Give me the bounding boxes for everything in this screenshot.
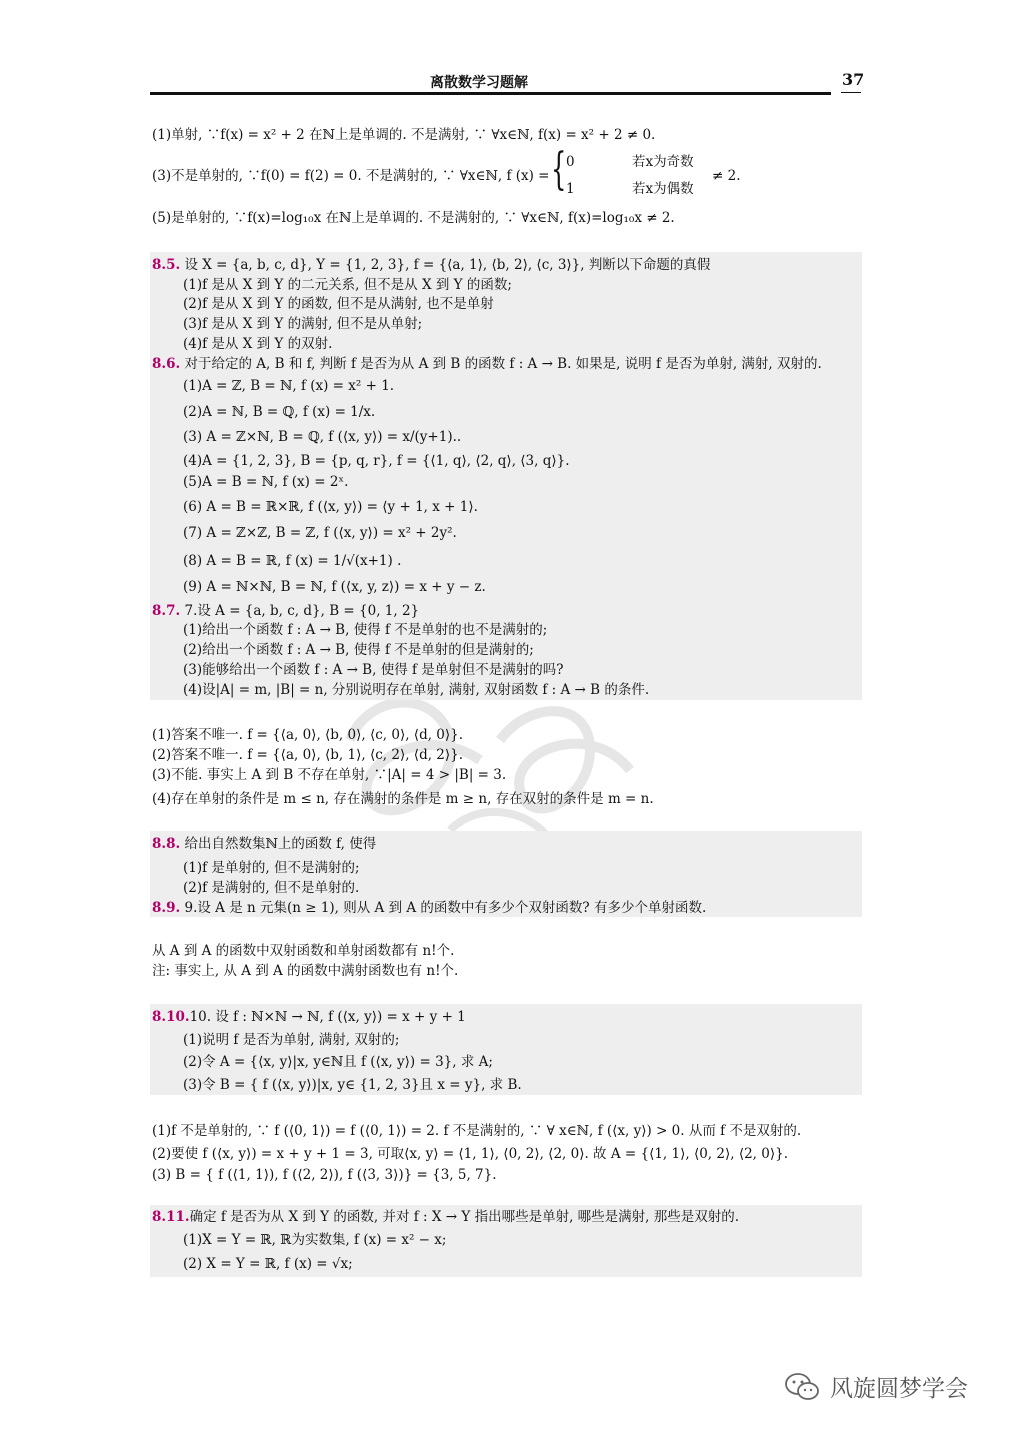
list-item: (2) X = Y = ℝ, f (x) = √x; bbox=[183, 1256, 353, 1272]
answer-line: (3)不能. 事实上 A 到 B 不存在单射, ∵|A| = 4 > |B| = 3. bbox=[152, 767, 507, 783]
exercise-stem: 确定 f 是否为从 X 到 Y 的函数, 并对 f : X → Y 指出哪些是单射, 哪些是满射, 那些是双射的. bbox=[189, 1209, 740, 1225]
exercise-number: 8.7. bbox=[152, 603, 181, 619]
exercise-8-6 bbox=[152, 355, 822, 373]
list-item: (4)A = {1, 2, 3}, B = {p, q, r}, f = {⟨1, q⟩, ⟨2, q⟩, ⟨3, q⟩}. bbox=[183, 453, 570, 469]
list-item: (3) A = ℤ×ℕ, B = ℚ, f (⟨x, y⟩) = x/(y+1).. bbox=[183, 429, 462, 445]
answer-3-case1-value: 0 bbox=[566, 154, 575, 170]
exercise-number: 8.9. bbox=[152, 900, 181, 916]
list-item: (4)设|A| = m, |B| = n, 分别说明存在单射, 满射, 双射函数 f : A → B 的条件. bbox=[183, 682, 650, 698]
list-item: (3)f 是从 X 到 Y 的满射, 但不是从单射; bbox=[183, 316, 423, 332]
list-item: (4)f 是从 X 到 Y 的双射. bbox=[183, 336, 333, 352]
list-item: (3)令 B = { f (⟨x, y⟩)|x, y∈ {1, 2, 3}且 x = y}, 求 B. bbox=[183, 1077, 522, 1093]
answer-line: (2)答案不唯一. f = {⟨a, 0⟩, ⟨b, 1⟩, ⟨c, 2⟩, ⟨d, 2⟩}. bbox=[152, 747, 464, 763]
exercise-stem: 设 X = {a, b, c, d}, Y = {1, 2, 3}, f = {⟨a, 1⟩, ⟨b, 2⟩, ⟨c, 3⟩}, 判断以下命题的真假 bbox=[180, 257, 711, 273]
exercise-stem: 10. 设 f : ℕ×ℕ → ℕ, f (⟨x, y⟩) = x + y + 1 bbox=[189, 1009, 466, 1025]
exercise-number: 8.10. bbox=[152, 1009, 190, 1025]
exercise-8-8 bbox=[152, 835, 376, 853]
answer-line: (1)答案不唯一. f = {⟨a, 0⟩, ⟨b, 0⟩, ⟨c, 0⟩, ⟨d, 0⟩}. bbox=[152, 727, 464, 743]
exercise-8-11 bbox=[152, 1208, 739, 1226]
page-number: 37 bbox=[842, 70, 865, 89]
list-item: (3)能够给出一个函数 f : A → B, 使得 f 是单射但不是满射的吗? bbox=[183, 662, 564, 678]
list-item: (1)f 是单射的, 但不是满射的; bbox=[183, 860, 360, 876]
list-item: (8) A = B = ℝ, f (x) = 1/√(x+1) . bbox=[183, 553, 402, 569]
running-header-title: 离散数学习题解 bbox=[430, 75, 528, 91]
answer-1: (1)单射, ∵f(x) = x² + 2 在ℕ上是单调的. 不是满射, ∵ ∀x∈ℕ, f(x) = x² + 2 ≠ 0. bbox=[152, 127, 656, 143]
exercise-8-9 bbox=[152, 899, 706, 917]
list-item: (5)A = B = ℕ, f (x) = 2ˣ. bbox=[183, 474, 349, 490]
exercise-8-5 bbox=[152, 256, 710, 274]
answer-3-case1-condition: 若x为奇数 bbox=[632, 154, 694, 170]
page-number-underline bbox=[841, 92, 861, 93]
answer-3-case2-value: 1 bbox=[566, 181, 575, 197]
exercise-8-10 bbox=[152, 1008, 466, 1026]
exercise-stem: 9.设 A 是 n 元集(n ≥ 1), 则从 A 到 A 的函数中有多少个双射函数? 有多少个单射函数. bbox=[180, 900, 707, 916]
list-item: (1)X = Y = ℝ, ℝ为实数集, f (x) = x² − x; bbox=[183, 1232, 447, 1248]
answer-line: (1)f 不是单射的, ∵ f (⟨0, 1⟩) = f (⟨0, 1⟩) = 2. f 不是满射的, ∵ ∀ x∈ℕ, f (⟨x, y⟩) > 0. 从而 f 不是双射的. bbox=[152, 1123, 802, 1139]
list-item: (2)f 是满射的, 但不是单射的. bbox=[183, 880, 360, 896]
piecewise-brace: { bbox=[551, 144, 567, 195]
list-item: (2)f 是从 X 到 Y 的函数, 但不是从满射, 也不是单射 bbox=[183, 296, 494, 312]
exercise-number: 8.8. bbox=[152, 836, 181, 852]
answer-3-case2-condition: 若x为偶数 bbox=[632, 181, 694, 197]
answer-3-suffix: ≠ 2. bbox=[712, 168, 741, 184]
exercise-8-7 bbox=[152, 602, 419, 620]
exercise-number: 8.11. bbox=[152, 1209, 190, 1225]
list-item: (1)f 是从 X 到 Y 的二元关系, 但不是从 X 到 Y 的函数; bbox=[183, 277, 512, 293]
list-item: (2)令 A = {⟨x, y⟩|x, y∈ℕ且 f (⟨x, y⟩) = 3}, 求 A; bbox=[183, 1054, 493, 1070]
answer-line: (2)要使 f (⟨x, y⟩) = x + y + 1 = 3, 可取⟨x, y⟩ = ⟨1, 1⟩, ⟨0, 2⟩, ⟨2, 0⟩. 故 A = {⟨1, 1⟩, ⟨0, 2⟩, ⟨2, 0⟩}. bbox=[152, 1146, 789, 1162]
list-item: (2)给出一个函数 f : A → B, 使得 f 不是单射的但是满射的; bbox=[183, 642, 534, 658]
list-item: (7) A = ℤ×ℤ, B = ℤ, f (⟨x, y⟩) = x² + 2y². bbox=[183, 525, 457, 541]
exercise-number: 8.6. bbox=[152, 356, 181, 372]
list-item: (2)A = ℕ, B = ℚ, f (x) = 1/x. bbox=[183, 404, 376, 420]
exercise-stem: 给出自然数集ℕ上的函数 f, 使得 bbox=[180, 836, 377, 852]
wechat-icon bbox=[784, 1372, 820, 1402]
answer-line: 注: 事实上, 从 A 到 A 的函数中满射函数也有 n!个. bbox=[152, 963, 459, 979]
watermark-logo bbox=[330, 680, 650, 850]
brand-name: 风旋圆梦学会 bbox=[830, 1376, 968, 1402]
answer-5: (5)是单射的, ∵f(x)=log₁₀x 在ℕ上是单调的. 不是满射的, ∵ ∀x∈ℕ, f(x)=log₁₀x ≠ 2. bbox=[152, 210, 675, 226]
wechat-brand bbox=[784, 1370, 968, 1403]
answer-line: (4)存在单射的条件是 m ≤ n, 存在满射的条件是 m ≥ n, 存在双射的条件是 m = n. bbox=[152, 791, 654, 807]
answer-3-prefix: (3)不是单射的, ∵f(0) = f(2) = 0. 不是满射的, ∵ ∀x∈ℕ, f (x) = bbox=[152, 168, 550, 184]
answer-line: 从 A 到 A 的函数中双射函数和单射函数都有 n!个. bbox=[152, 943, 455, 959]
answer-line: (3) B = { f (⟨1, 1⟩), f (⟨2, 2⟩), f (⟨3, 3⟩)} = {3, 5, 7}. bbox=[152, 1167, 497, 1183]
list-item: (6) A = B = ℝ×ℝ, f (⟨x, y⟩) = ⟨y + 1, x + 1⟩. bbox=[183, 499, 478, 515]
exercise-stem: 对于给定的 A, B 和 f, 判断 f 是否为从 A 到 B 的函数 f : A → B. 如果是, 说明 f 是否为单射, 满射, 双射的. bbox=[180, 356, 822, 372]
header-rule bbox=[150, 92, 831, 95]
exercise-number: 8.5. bbox=[152, 257, 181, 273]
list-item: (1)说明 f 是否为单射, 满射, 双射的; bbox=[183, 1032, 400, 1048]
list-item: (1)A = ℤ, B = ℕ, f (x) = x² + 1. bbox=[183, 378, 395, 394]
list-item: (1)给出一个函数 f : A → B, 使得 f 不是单射的也不是满射的; bbox=[183, 622, 548, 638]
list-item: (9) A = ℕ×ℕ, B = ℕ, f (⟨x, y, z⟩) = x + y − z. bbox=[183, 579, 486, 595]
exercise-stem: 7.设 A = {a, b, c, d}, B = {0, 1, 2} bbox=[180, 603, 420, 619]
